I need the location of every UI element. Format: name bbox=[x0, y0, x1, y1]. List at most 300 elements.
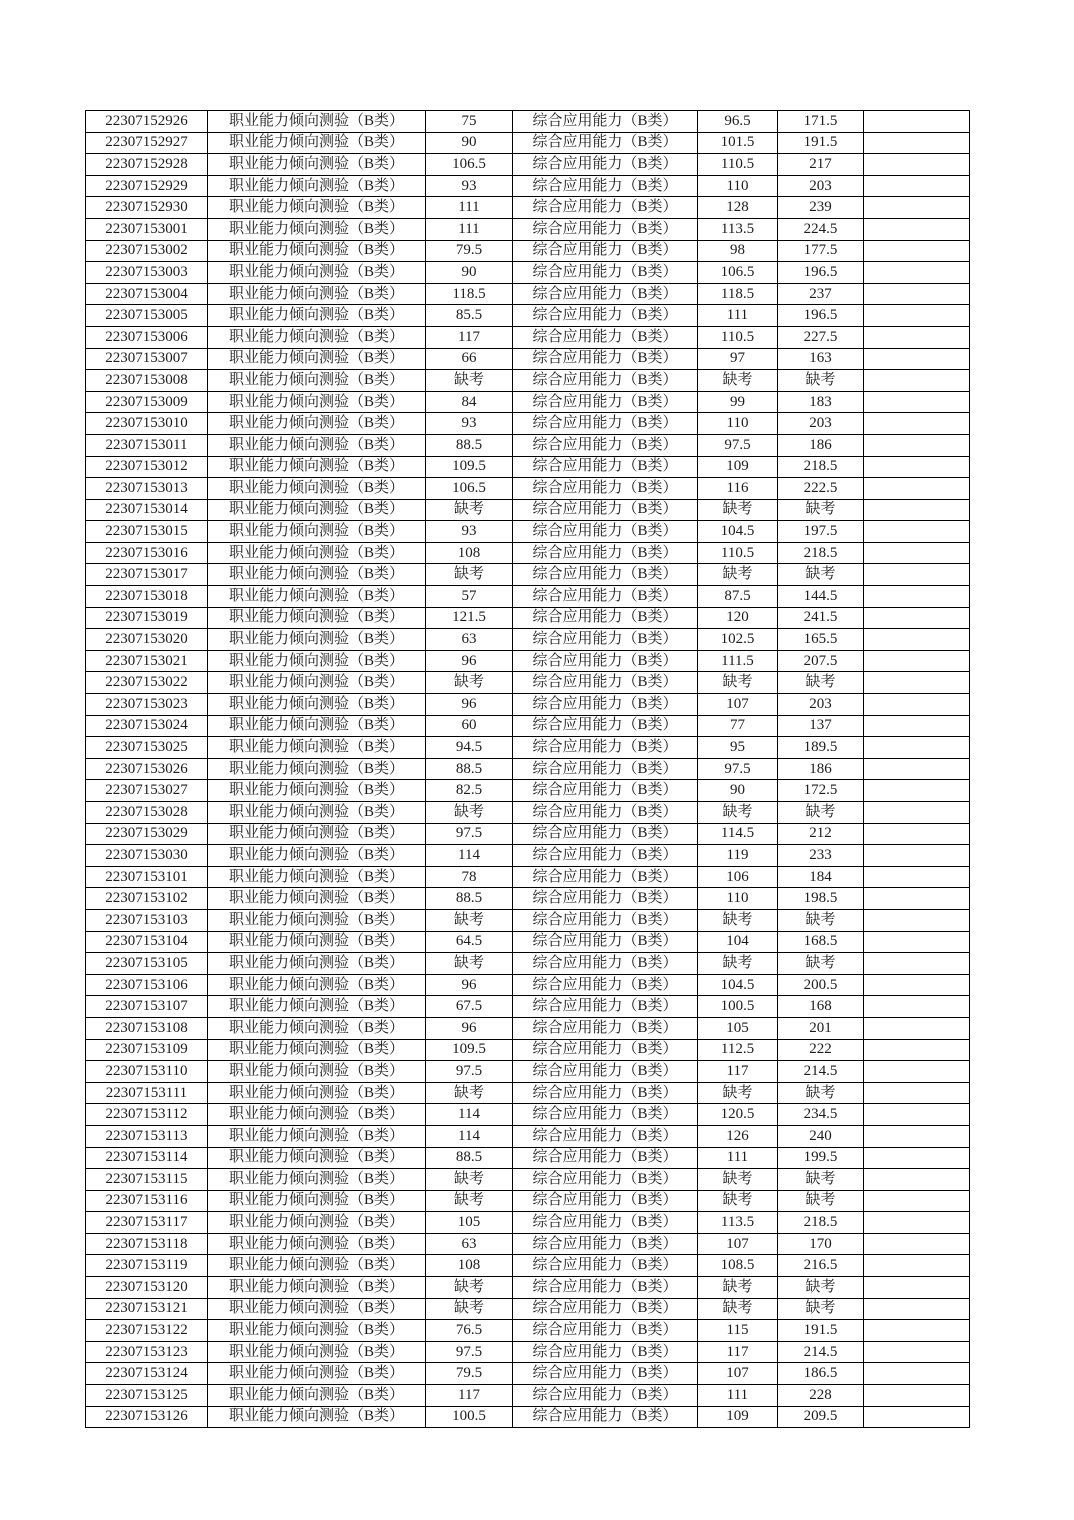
total-score-cell: 186 bbox=[778, 758, 864, 780]
subject1-name-cell: 职业能力倾向测验（B类） bbox=[208, 370, 426, 392]
total-score-cell: 137 bbox=[778, 715, 864, 737]
subject2-score-cell: 111 bbox=[698, 1385, 778, 1407]
subject2-name-cell: 综合应用能力（B类） bbox=[513, 154, 698, 176]
total-score-cell: 222.5 bbox=[778, 478, 864, 500]
table-row bbox=[86, 1190, 970, 1212]
candidate-id-cell: 22307153021 bbox=[86, 650, 208, 672]
subject1-name-cell: 职业能力倾向测验（B类） bbox=[208, 931, 426, 953]
subject2-score-cell: 缺考 bbox=[698, 1190, 778, 1212]
table-row bbox=[86, 1277, 970, 1299]
subject2-name-cell: 综合应用能力（B类） bbox=[513, 909, 698, 931]
subject1-name-cell: 职业能力倾向测验（B类） bbox=[208, 197, 426, 219]
subject2-score-cell: 缺考 bbox=[698, 1082, 778, 1104]
subject2-name-cell: 综合应用能力（B类） bbox=[513, 521, 698, 543]
subject1-name-cell: 职业能力倾向测验（B类） bbox=[208, 1169, 426, 1191]
subject2-score-cell: 缺考 bbox=[698, 672, 778, 694]
subject2-score-cell: 缺考 bbox=[698, 802, 778, 824]
empty-cell bbox=[864, 564, 970, 586]
candidate-id-cell: 22307153025 bbox=[86, 737, 208, 759]
table-row bbox=[86, 175, 970, 197]
subject1-name-cell: 职业能力倾向测验（B类） bbox=[208, 823, 426, 845]
subject1-score-cell: 78 bbox=[426, 866, 513, 888]
subject2-name-cell: 综合应用能力（B类） bbox=[513, 542, 698, 564]
subject2-score-cell: 缺考 bbox=[698, 1298, 778, 1320]
subject2-score-cell: 缺考 bbox=[698, 499, 778, 521]
subject1-score-cell: 79.5 bbox=[426, 240, 513, 262]
empty-cell bbox=[864, 694, 970, 716]
candidate-id-cell: 22307153110 bbox=[86, 1061, 208, 1083]
subject2-name-cell: 综合应用能力（B类） bbox=[513, 240, 698, 262]
candidate-id-cell: 22307153108 bbox=[86, 1017, 208, 1039]
subject2-score-cell: 90 bbox=[698, 780, 778, 802]
subject1-name-cell: 职业能力倾向测验（B类） bbox=[208, 1212, 426, 1234]
total-score-cell: 198.5 bbox=[778, 888, 864, 910]
total-score-cell: 214.5 bbox=[778, 1341, 864, 1363]
total-score-cell: 240 bbox=[778, 1125, 864, 1147]
subject2-score-cell: 99 bbox=[698, 391, 778, 413]
empty-cell bbox=[864, 1147, 970, 1169]
score-table-body bbox=[86, 111, 970, 1428]
candidate-id-cell: 22307152928 bbox=[86, 154, 208, 176]
subject1-name-cell: 职业能力倾向测验（B类） bbox=[208, 240, 426, 262]
empty-cell bbox=[864, 996, 970, 1018]
subject2-score-cell: 107 bbox=[698, 694, 778, 716]
subject1-score-cell: 88.5 bbox=[426, 758, 513, 780]
subject2-name-cell: 综合应用能力（B类） bbox=[513, 1363, 698, 1385]
total-score-cell: 171.5 bbox=[778, 111, 864, 133]
empty-cell bbox=[864, 434, 970, 456]
subject2-score-cell: 96.5 bbox=[698, 111, 778, 133]
subject1-name-cell: 职业能力倾向测验（B类） bbox=[208, 974, 426, 996]
candidate-id-cell: 22307153112 bbox=[86, 1104, 208, 1126]
candidate-id-cell: 22307153019 bbox=[86, 607, 208, 629]
candidate-id-cell: 22307153117 bbox=[86, 1212, 208, 1234]
total-score-cell: 183 bbox=[778, 391, 864, 413]
candidate-id-cell: 22307153114 bbox=[86, 1147, 208, 1169]
candidate-id-cell: 22307153121 bbox=[86, 1298, 208, 1320]
table-row bbox=[86, 1212, 970, 1234]
table-row bbox=[86, 909, 970, 931]
subject2-name-cell: 综合应用能力（B类） bbox=[513, 326, 698, 348]
total-score-cell: 177.5 bbox=[778, 240, 864, 262]
empty-cell bbox=[864, 586, 970, 608]
total-score-cell: 239 bbox=[778, 197, 864, 219]
subject2-name-cell: 综合应用能力（B类） bbox=[513, 1255, 698, 1277]
total-score-cell: 241.5 bbox=[778, 607, 864, 629]
subject2-score-cell: 112.5 bbox=[698, 1039, 778, 1061]
subject2-score-cell: 119 bbox=[698, 845, 778, 867]
total-score-cell: 170 bbox=[778, 1233, 864, 1255]
subject2-name-cell: 综合应用能力（B类） bbox=[513, 1190, 698, 1212]
candidate-id-cell: 22307153024 bbox=[86, 715, 208, 737]
subject2-score-cell: 111 bbox=[698, 305, 778, 327]
total-score-cell: 196.5 bbox=[778, 305, 864, 327]
table-row bbox=[86, 111, 970, 133]
table-row bbox=[86, 413, 970, 435]
subject1-name-cell: 职业能力倾向测验（B类） bbox=[208, 1320, 426, 1342]
subject2-score-cell: 109 bbox=[698, 456, 778, 478]
subject2-name-cell: 综合应用能力（B类） bbox=[513, 370, 698, 392]
table-row bbox=[86, 391, 970, 413]
candidate-id-cell: 22307153106 bbox=[86, 974, 208, 996]
subject1-score-cell: 90 bbox=[426, 132, 513, 154]
empty-cell bbox=[864, 1363, 970, 1385]
subject1-name-cell: 职业能力倾向测验（B类） bbox=[208, 586, 426, 608]
empty-cell bbox=[864, 262, 970, 284]
table-row bbox=[86, 1320, 970, 1342]
subject1-name-cell: 职业能力倾向测验（B类） bbox=[208, 758, 426, 780]
subject1-score-cell: 缺考 bbox=[426, 499, 513, 521]
subject2-name-cell: 综合应用能力（B类） bbox=[513, 305, 698, 327]
subject2-name-cell: 综合应用能力（B类） bbox=[513, 478, 698, 500]
subject1-name-cell: 职业能力倾向测验（B类） bbox=[208, 262, 426, 284]
table-row bbox=[86, 1255, 970, 1277]
subject1-name-cell: 职业能力倾向测验（B类） bbox=[208, 434, 426, 456]
subject1-name-cell: 职业能力倾向测验（B类） bbox=[208, 154, 426, 176]
table-row bbox=[86, 1385, 970, 1407]
subject2-name-cell: 综合应用能力（B类） bbox=[513, 283, 698, 305]
empty-cell bbox=[864, 478, 970, 500]
total-score-cell: 218.5 bbox=[778, 1212, 864, 1234]
total-score-cell: 207.5 bbox=[778, 650, 864, 672]
table-row bbox=[86, 1061, 970, 1083]
candidate-id-cell: 22307153014 bbox=[86, 499, 208, 521]
table-row bbox=[86, 564, 970, 586]
subject2-score-cell: 117 bbox=[698, 1341, 778, 1363]
candidate-id-cell: 22307153123 bbox=[86, 1341, 208, 1363]
subject1-score-cell: 67.5 bbox=[426, 996, 513, 1018]
candidate-id-cell: 22307153029 bbox=[86, 823, 208, 845]
total-score-cell: 缺考 bbox=[778, 564, 864, 586]
subject1-name-cell: 职业能力倾向测验（B类） bbox=[208, 283, 426, 305]
table-row bbox=[86, 1406, 970, 1428]
subject2-name-cell: 综合应用能力（B类） bbox=[513, 1017, 698, 1039]
empty-cell bbox=[864, 737, 970, 759]
subject1-score-cell: 105 bbox=[426, 1212, 513, 1234]
subject1-score-cell: 88.5 bbox=[426, 434, 513, 456]
subject2-score-cell: 104 bbox=[698, 931, 778, 953]
subject2-name-cell: 综合应用能力（B类） bbox=[513, 629, 698, 651]
subject1-name-cell: 职业能力倾向测验（B类） bbox=[208, 715, 426, 737]
subject1-name-cell: 职业能力倾向测验（B类） bbox=[208, 909, 426, 931]
empty-cell bbox=[864, 1298, 970, 1320]
subject1-score-cell: 93 bbox=[426, 413, 513, 435]
subject1-name-cell: 职业能力倾向测验（B类） bbox=[208, 478, 426, 500]
subject1-score-cell: 82.5 bbox=[426, 780, 513, 802]
table-row bbox=[86, 1363, 970, 1385]
table-row bbox=[86, 1017, 970, 1039]
subject2-name-cell: 综合应用能力（B类） bbox=[513, 1385, 698, 1407]
subject2-name-cell: 综合应用能力（B类） bbox=[513, 845, 698, 867]
subject1-score-cell: 79.5 bbox=[426, 1363, 513, 1385]
subject1-score-cell: 114 bbox=[426, 1125, 513, 1147]
candidate-id-cell: 22307153007 bbox=[86, 348, 208, 370]
empty-cell bbox=[864, 888, 970, 910]
table-row bbox=[86, 737, 970, 759]
subject1-score-cell: 缺考 bbox=[426, 370, 513, 392]
subject1-score-cell: 缺考 bbox=[426, 1190, 513, 1212]
empty-cell bbox=[864, 326, 970, 348]
total-score-cell: 214.5 bbox=[778, 1061, 864, 1083]
subject1-score-cell: 114 bbox=[426, 845, 513, 867]
candidate-id-cell: 22307153004 bbox=[86, 283, 208, 305]
empty-cell bbox=[864, 974, 970, 996]
subject1-name-cell: 职业能力倾向测验（B类） bbox=[208, 650, 426, 672]
subject2-score-cell: 104.5 bbox=[698, 974, 778, 996]
subject1-score-cell: 缺考 bbox=[426, 1169, 513, 1191]
table-row bbox=[86, 1298, 970, 1320]
subject2-name-cell: 综合应用能力（B类） bbox=[513, 931, 698, 953]
empty-cell bbox=[864, 780, 970, 802]
subject2-score-cell: 126 bbox=[698, 1125, 778, 1147]
subject1-name-cell: 职业能力倾向测验（B类） bbox=[208, 1277, 426, 1299]
empty-cell bbox=[864, 866, 970, 888]
subject2-name-cell: 综合应用能力（B类） bbox=[513, 758, 698, 780]
empty-cell bbox=[864, 1082, 970, 1104]
subject1-name-cell: 职业能力倾向测验（B类） bbox=[208, 780, 426, 802]
candidate-id-cell: 22307153018 bbox=[86, 586, 208, 608]
empty-cell bbox=[864, 845, 970, 867]
subject2-name-cell: 综合应用能力（B类） bbox=[513, 802, 698, 824]
candidate-id-cell: 22307153013 bbox=[86, 478, 208, 500]
subject2-name-cell: 综合应用能力（B类） bbox=[513, 564, 698, 586]
subject1-name-cell: 职业能力倾向测验（B类） bbox=[208, 694, 426, 716]
table-row bbox=[86, 715, 970, 737]
total-score-cell: 186.5 bbox=[778, 1363, 864, 1385]
empty-cell bbox=[864, 132, 970, 154]
subject1-score-cell: 111 bbox=[426, 218, 513, 240]
empty-cell bbox=[864, 802, 970, 824]
subject1-score-cell: 75 bbox=[426, 111, 513, 133]
empty-cell bbox=[864, 1255, 970, 1277]
subject1-score-cell: 97.5 bbox=[426, 1061, 513, 1083]
subject1-score-cell: 111 bbox=[426, 197, 513, 219]
empty-cell bbox=[864, 218, 970, 240]
subject1-name-cell: 职业能力倾向测验（B类） bbox=[208, 1233, 426, 1255]
subject2-score-cell: 97.5 bbox=[698, 758, 778, 780]
total-score-cell: 186 bbox=[778, 434, 864, 456]
subject2-score-cell: 95 bbox=[698, 737, 778, 759]
candidate-id-cell: 22307153002 bbox=[86, 240, 208, 262]
subject2-name-cell: 综合应用能力（B类） bbox=[513, 1212, 698, 1234]
empty-cell bbox=[864, 1320, 970, 1342]
subject2-name-cell: 综合应用能力（B类） bbox=[513, 586, 698, 608]
subject2-name-cell: 综合应用能力（B类） bbox=[513, 715, 698, 737]
table-row bbox=[86, 607, 970, 629]
total-score-cell: 203 bbox=[778, 694, 864, 716]
subject1-name-cell: 职业能力倾向测验（B类） bbox=[208, 1039, 426, 1061]
subject2-name-cell: 综合应用能力（B类） bbox=[513, 1320, 698, 1342]
empty-cell bbox=[864, 154, 970, 176]
table-row bbox=[86, 1147, 970, 1169]
subject1-name-cell: 职业能力倾向测验（B类） bbox=[208, 326, 426, 348]
total-score-cell: 缺考 bbox=[778, 1277, 864, 1299]
subject1-name-cell: 职业能力倾向测验（B类） bbox=[208, 1255, 426, 1277]
subject1-score-cell: 63 bbox=[426, 1233, 513, 1255]
subject1-name-cell: 职业能力倾向测验（B类） bbox=[208, 1385, 426, 1407]
candidate-id-cell: 22307153003 bbox=[86, 262, 208, 284]
total-score-cell: 203 bbox=[778, 175, 864, 197]
subject1-score-cell: 96 bbox=[426, 974, 513, 996]
subject2-name-cell: 综合应用能力（B类） bbox=[513, 1125, 698, 1147]
table-row bbox=[86, 132, 970, 154]
total-score-cell: 缺考 bbox=[778, 1190, 864, 1212]
subject2-name-cell: 综合应用能力（B类） bbox=[513, 780, 698, 802]
subject2-name-cell: 综合应用能力（B类） bbox=[513, 607, 698, 629]
empty-cell bbox=[864, 758, 970, 780]
candidate-id-cell: 22307153102 bbox=[86, 888, 208, 910]
candidate-id-cell: 22307153030 bbox=[86, 845, 208, 867]
table-row bbox=[86, 888, 970, 910]
candidate-id-cell: 22307153023 bbox=[86, 694, 208, 716]
subject1-score-cell: 90 bbox=[426, 262, 513, 284]
total-score-cell: 196.5 bbox=[778, 262, 864, 284]
subject2-score-cell: 缺考 bbox=[698, 953, 778, 975]
subject2-score-cell: 106 bbox=[698, 866, 778, 888]
total-score-cell: 缺考 bbox=[778, 1169, 864, 1191]
empty-cell bbox=[864, 1104, 970, 1126]
table-row bbox=[86, 672, 970, 694]
subject1-name-cell: 职业能力倾向测验（B类） bbox=[208, 218, 426, 240]
empty-cell bbox=[864, 1341, 970, 1363]
subject1-score-cell: 76.5 bbox=[426, 1320, 513, 1342]
subject2-score-cell: 101.5 bbox=[698, 132, 778, 154]
subject2-name-cell: 综合应用能力（B类） bbox=[513, 1298, 698, 1320]
empty-cell bbox=[864, 1233, 970, 1255]
subject2-score-cell: 120.5 bbox=[698, 1104, 778, 1126]
subject1-name-cell: 职业能力倾向测验（B类） bbox=[208, 845, 426, 867]
empty-cell bbox=[864, 542, 970, 564]
subject2-score-cell: 118.5 bbox=[698, 283, 778, 305]
subject2-name-cell: 综合应用能力（B类） bbox=[513, 197, 698, 219]
total-score-cell: 缺考 bbox=[778, 953, 864, 975]
subject2-score-cell: 111.5 bbox=[698, 650, 778, 672]
subject2-score-cell: 116 bbox=[698, 478, 778, 500]
subject2-score-cell: 98 bbox=[698, 240, 778, 262]
total-score-cell: 172.5 bbox=[778, 780, 864, 802]
subject1-score-cell: 109.5 bbox=[426, 456, 513, 478]
subject2-score-cell: 97 bbox=[698, 348, 778, 370]
table-row bbox=[86, 1082, 970, 1104]
table-row bbox=[86, 586, 970, 608]
total-score-cell: 201 bbox=[778, 1017, 864, 1039]
subject2-score-cell: 缺考 bbox=[698, 564, 778, 586]
subject2-name-cell: 综合应用能力（B类） bbox=[513, 132, 698, 154]
empty-cell bbox=[864, 1212, 970, 1234]
subject1-name-cell: 职业能力倾向测验（B类） bbox=[208, 1082, 426, 1104]
subject1-score-cell: 117 bbox=[426, 326, 513, 348]
candidate-id-cell: 22307153118 bbox=[86, 1233, 208, 1255]
subject1-name-cell: 职业能力倾向测验（B类） bbox=[208, 1341, 426, 1363]
table-row bbox=[86, 780, 970, 802]
table-row bbox=[86, 866, 970, 888]
subject1-name-cell: 职业能力倾向测验（B类） bbox=[208, 1061, 426, 1083]
candidate-id-cell: 22307153115 bbox=[86, 1169, 208, 1191]
total-score-cell: 224.5 bbox=[778, 218, 864, 240]
subject1-score-cell: 88.5 bbox=[426, 888, 513, 910]
table-row bbox=[86, 499, 970, 521]
subject1-name-cell: 职业能力倾向测验（B类） bbox=[208, 132, 426, 154]
table-row bbox=[86, 974, 970, 996]
table-row bbox=[86, 154, 970, 176]
table-row bbox=[86, 1169, 970, 1191]
empty-cell bbox=[864, 197, 970, 219]
subject2-name-cell: 综合应用能力（B类） bbox=[513, 694, 698, 716]
table-row bbox=[86, 1104, 970, 1126]
total-score-cell: 缺考 bbox=[778, 909, 864, 931]
subject1-score-cell: 缺考 bbox=[426, 802, 513, 824]
subject1-score-cell: 84 bbox=[426, 391, 513, 413]
empty-cell bbox=[864, 240, 970, 262]
total-score-cell: 233 bbox=[778, 845, 864, 867]
total-score-cell: 217 bbox=[778, 154, 864, 176]
table-row bbox=[86, 1341, 970, 1363]
candidate-id-cell: 22307152929 bbox=[86, 175, 208, 197]
table-row bbox=[86, 823, 970, 845]
total-score-cell: 222 bbox=[778, 1039, 864, 1061]
subject1-score-cell: 57 bbox=[426, 586, 513, 608]
empty-cell bbox=[864, 1061, 970, 1083]
table-row bbox=[86, 629, 970, 651]
subject2-name-cell: 综合应用能力（B类） bbox=[513, 1147, 698, 1169]
candidate-id-cell: 22307153028 bbox=[86, 802, 208, 824]
subject2-score-cell: 110 bbox=[698, 888, 778, 910]
subject1-score-cell: 66 bbox=[426, 348, 513, 370]
total-score-cell: 228 bbox=[778, 1385, 864, 1407]
subject2-name-cell: 综合应用能力（B类） bbox=[513, 262, 698, 284]
table-row bbox=[86, 305, 970, 327]
subject1-name-cell: 职业能力倾向测验（B类） bbox=[208, 1190, 426, 1212]
empty-cell bbox=[864, 931, 970, 953]
candidate-id-cell: 22307153022 bbox=[86, 672, 208, 694]
table-row bbox=[86, 434, 970, 456]
subject2-score-cell: 缺考 bbox=[698, 1169, 778, 1191]
subject2-score-cell: 113.5 bbox=[698, 218, 778, 240]
total-score-cell: 203 bbox=[778, 413, 864, 435]
subject2-name-cell: 综合应用能力（B类） bbox=[513, 348, 698, 370]
table-row bbox=[86, 197, 970, 219]
total-score-cell: 237 bbox=[778, 283, 864, 305]
table-row bbox=[86, 953, 970, 975]
subject1-score-cell: 96 bbox=[426, 1017, 513, 1039]
subject1-name-cell: 职业能力倾向测验（B类） bbox=[208, 175, 426, 197]
empty-cell bbox=[864, 111, 970, 133]
subject2-score-cell: 100.5 bbox=[698, 996, 778, 1018]
candidate-id-cell: 22307152926 bbox=[86, 111, 208, 133]
subject1-score-cell: 100.5 bbox=[426, 1406, 513, 1428]
table-row bbox=[86, 1125, 970, 1147]
candidate-id-cell: 22307153124 bbox=[86, 1363, 208, 1385]
subject1-name-cell: 职业能力倾向测验（B类） bbox=[208, 348, 426, 370]
table-row bbox=[86, 758, 970, 780]
empty-cell bbox=[864, 1385, 970, 1407]
subject2-name-cell: 综合应用能力（B类） bbox=[513, 1277, 698, 1299]
subject1-name-cell: 职业能力倾向测验（B类） bbox=[208, 1298, 426, 1320]
total-score-cell: 184 bbox=[778, 866, 864, 888]
subject1-score-cell: 121.5 bbox=[426, 607, 513, 629]
total-score-cell: 218.5 bbox=[778, 542, 864, 564]
subject2-name-cell: 综合应用能力（B类） bbox=[513, 499, 698, 521]
candidate-id-cell: 22307153119 bbox=[86, 1255, 208, 1277]
subject1-name-cell: 职业能力倾向测验（B类） bbox=[208, 564, 426, 586]
total-score-cell: 缺考 bbox=[778, 802, 864, 824]
subject2-score-cell: 104.5 bbox=[698, 521, 778, 543]
subject1-score-cell: 106.5 bbox=[426, 154, 513, 176]
candidate-id-cell: 22307153105 bbox=[86, 953, 208, 975]
candidate-id-cell: 22307153005 bbox=[86, 305, 208, 327]
subject2-score-cell: 105 bbox=[698, 1017, 778, 1039]
empty-cell bbox=[864, 1190, 970, 1212]
